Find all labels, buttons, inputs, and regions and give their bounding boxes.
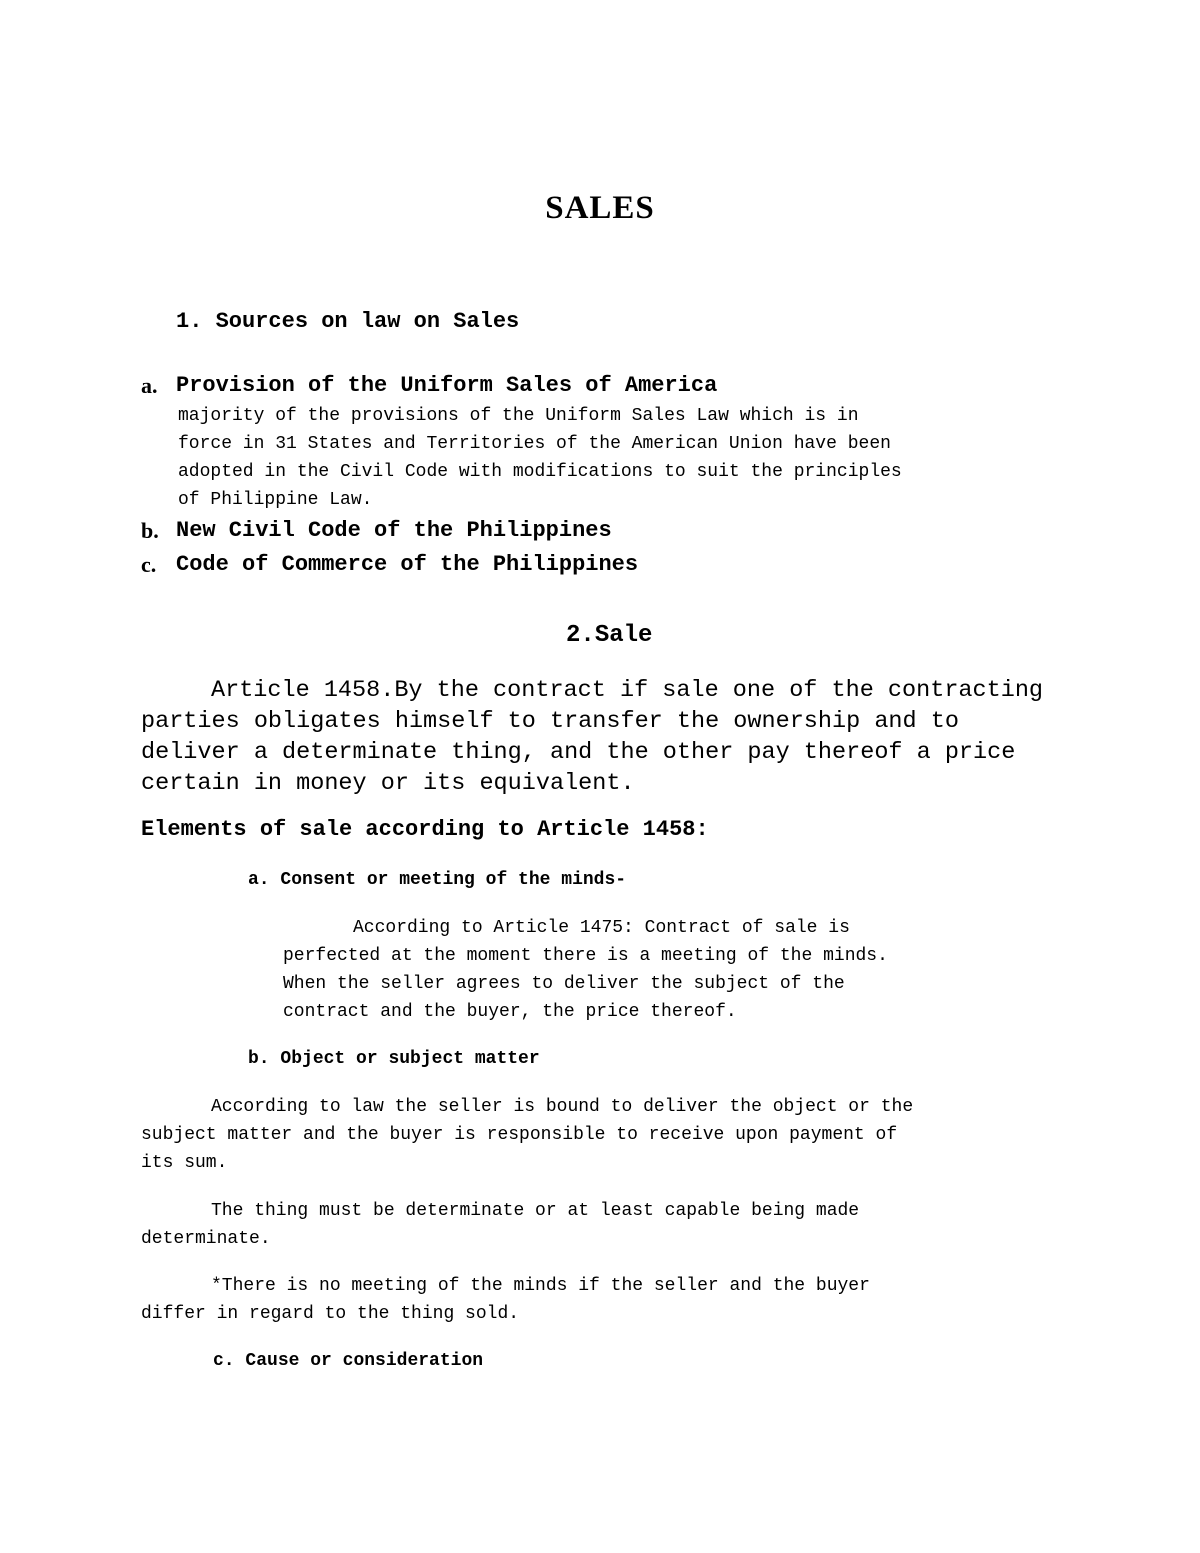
text-line: adopted in the Civil Code with modifications to suit the principles bbox=[178, 462, 902, 482]
element-letter: a. bbox=[248, 870, 270, 890]
section-1-heading bbox=[176, 309, 519, 334]
text-line: contract and the buyer, the price thereof. bbox=[283, 1002, 737, 1022]
text-line: majority of the provisions of the Uniform Sales Law which is in bbox=[178, 406, 859, 426]
text-line: *There is no meeting of the minds if the seller and the buyer bbox=[211, 1276, 870, 1296]
element-letter: c. bbox=[213, 1351, 235, 1371]
list-item-letter: b. bbox=[141, 518, 159, 543]
element-title: Object or subject matter bbox=[280, 1049, 540, 1069]
section-2-title: Sale bbox=[594, 622, 653, 649]
element-b-heading bbox=[248, 1049, 540, 1069]
list-item-letter: c. bbox=[141, 552, 157, 577]
element-a-paragraph bbox=[283, 914, 1083, 1026]
element-b-paragraph-3 bbox=[141, 1272, 1101, 1328]
element-letter: b. bbox=[248, 1049, 270, 1069]
text-line: force in 31 States and Territories of the American Union have been bbox=[178, 434, 891, 454]
list-item-title: Provision of the Uniform Sales of America bbox=[176, 373, 718, 398]
text-line: According to law the seller is bound to deliver the object or the bbox=[211, 1097, 914, 1117]
element-a-heading bbox=[248, 870, 626, 890]
element-title: Consent or meeting of the minds- bbox=[280, 870, 627, 890]
text-line: subject matter and the buyer is responsible to receive upon payment of bbox=[141, 1125, 898, 1145]
list-item-title: Code of Commerce of the Philippines bbox=[176, 552, 639, 577]
text-line: The thing must be determinate or at least capable being made bbox=[211, 1201, 860, 1221]
element-b-paragraph-1 bbox=[141, 1093, 1101, 1177]
text-line: When the seller agrees to deliver the subject of the bbox=[283, 974, 845, 994]
text-line: certain in money or its equivalent. bbox=[141, 770, 635, 797]
section-1-number: 1. bbox=[176, 309, 203, 334]
text-line: differ in regard to the thing sold. bbox=[141, 1304, 520, 1324]
element-b-paragraph-2 bbox=[141, 1197, 1101, 1253]
text-line: of Philippine Law. bbox=[178, 490, 373, 510]
section-1-title: Sources on law on Sales bbox=[215, 309, 520, 334]
section-2-heading bbox=[566, 622, 652, 649]
list-item-title: New Civil Code of the Philippines bbox=[176, 518, 612, 543]
list-item-letter: a. bbox=[141, 373, 158, 398]
text-line: Article 1458.By the contract if sale one of the contracting bbox=[211, 677, 1044, 704]
element-title: Cause or consideration bbox=[245, 1351, 484, 1371]
text-line: According to Article 1475: Contract of sale is bbox=[353, 918, 850, 938]
text-line: perfected at the moment there is a meeting of the minds. bbox=[283, 946, 888, 966]
section-2-number: 2. bbox=[566, 622, 595, 649]
article-1458-paragraph bbox=[141, 675, 1141, 799]
text-line: parties obligates himself to transfer the ownership and to bbox=[141, 708, 959, 735]
document-title: SALES bbox=[545, 190, 655, 226]
element-c-heading bbox=[213, 1351, 483, 1371]
list-item-description bbox=[178, 402, 1078, 514]
text-line: its sum. bbox=[141, 1153, 228, 1173]
text-line: deliver a determinate thing, and the other pay thereof a price bbox=[141, 739, 1016, 766]
text-line: determinate. bbox=[141, 1229, 271, 1249]
elements-heading: Elements of sale according to Article 1458: bbox=[141, 817, 709, 842]
